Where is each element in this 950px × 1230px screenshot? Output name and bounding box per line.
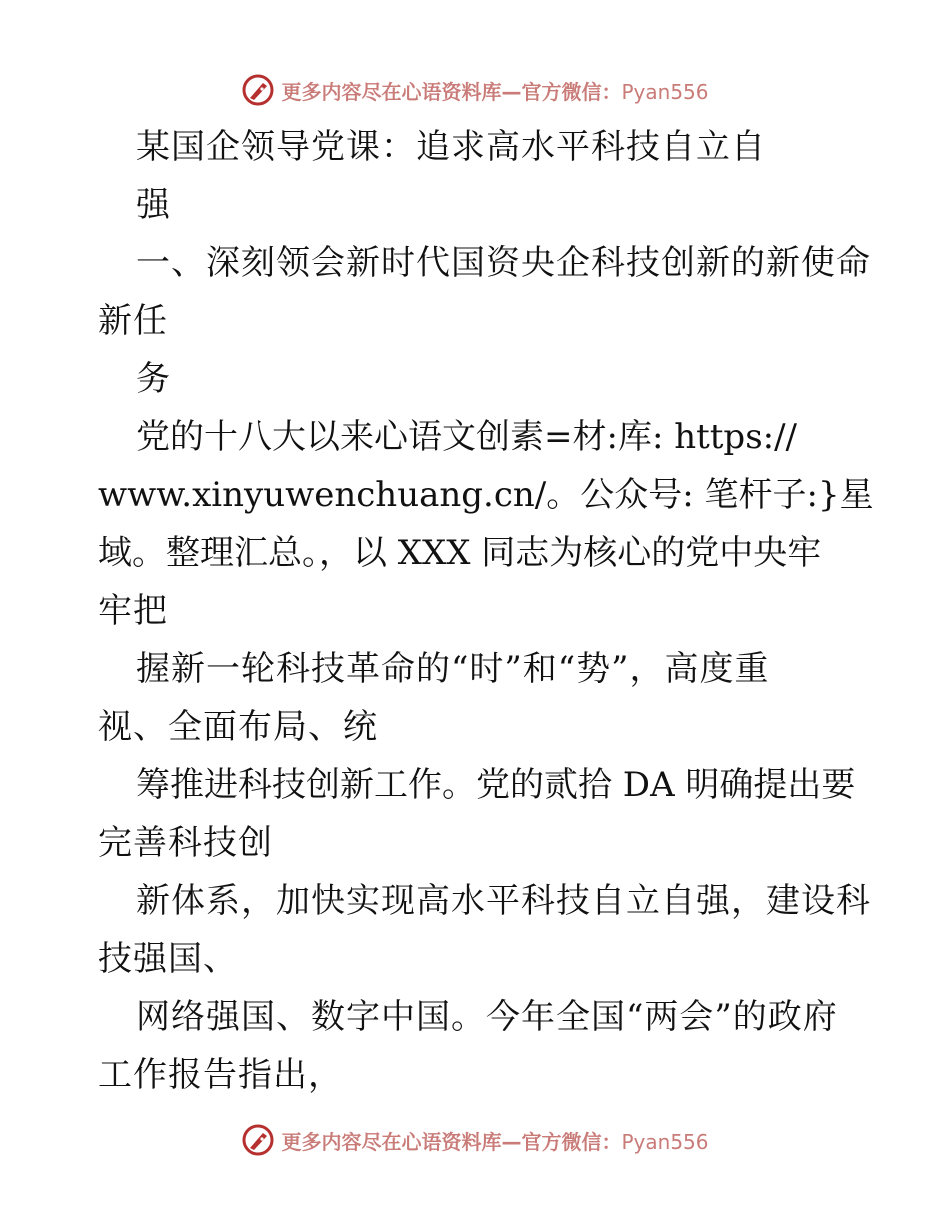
paragraph-line: www.xinyuwenchuang.cn/。公众号: 笔杆子:}星 — [98, 475, 874, 515]
doc-title-line-1: 某国企领导党课：追求高水平科技自立自 — [136, 127, 766, 167]
footer-banner — [0, 1118, 950, 1162]
banner-handle: Pyan556 — [621, 1129, 709, 1154]
banner-handle: Pyan556 — [621, 79, 709, 104]
paragraph-line: 新体系，加快实现高水平科技自立自强，建设科 — [136, 881, 871, 921]
paragraph-line: 党的十八大以来心语文创素=材:库: https:// — [136, 417, 798, 457]
paragraph-line: 网络强国、数字中国。今年全国“两会”的政府 — [136, 997, 838, 1037]
document-body — [98, 118, 874, 1104]
paragraph-line: 域。整理汇总。，以 XXX 同志为核心的党中央牢 — [98, 533, 822, 573]
banner-text — [281, 1126, 708, 1155]
paragraph-line: 工作报告指出， — [98, 1055, 343, 1095]
banner-label: 更多内容尽在心语资料库—官方微信： — [281, 1129, 622, 1154]
paragraph-line: 握新一轮科技革命的“时”和“势”，高度重 — [136, 649, 770, 689]
banner-label: 更多内容尽在心语资料库—官方微信： — [281, 79, 622, 104]
section-heading-line-2: 新任 — [98, 301, 168, 341]
doc-title-line-2: 强 — [136, 185, 171, 225]
section-heading-line-3: 务 — [136, 359, 171, 399]
fountain-pen-circle-icon — [241, 73, 275, 107]
paragraph-line: 完善科技创 — [98, 823, 273, 863]
header-banner — [0, 68, 950, 112]
section-heading-line-1: 一、深刻领会新时代国资央企科技创新的新使命 — [136, 243, 871, 283]
banner-text — [281, 76, 708, 105]
paragraph-line: 视、全面布局、统 — [98, 707, 378, 747]
paragraph-line: 牢把 — [98, 591, 168, 631]
paragraph-line: 筹推进科技创新工作。党的贰拾 DA 明确提出要 — [136, 765, 856, 805]
paragraph-line: 技强国、 — [98, 939, 238, 979]
fountain-pen-circle-icon — [241, 1123, 275, 1157]
